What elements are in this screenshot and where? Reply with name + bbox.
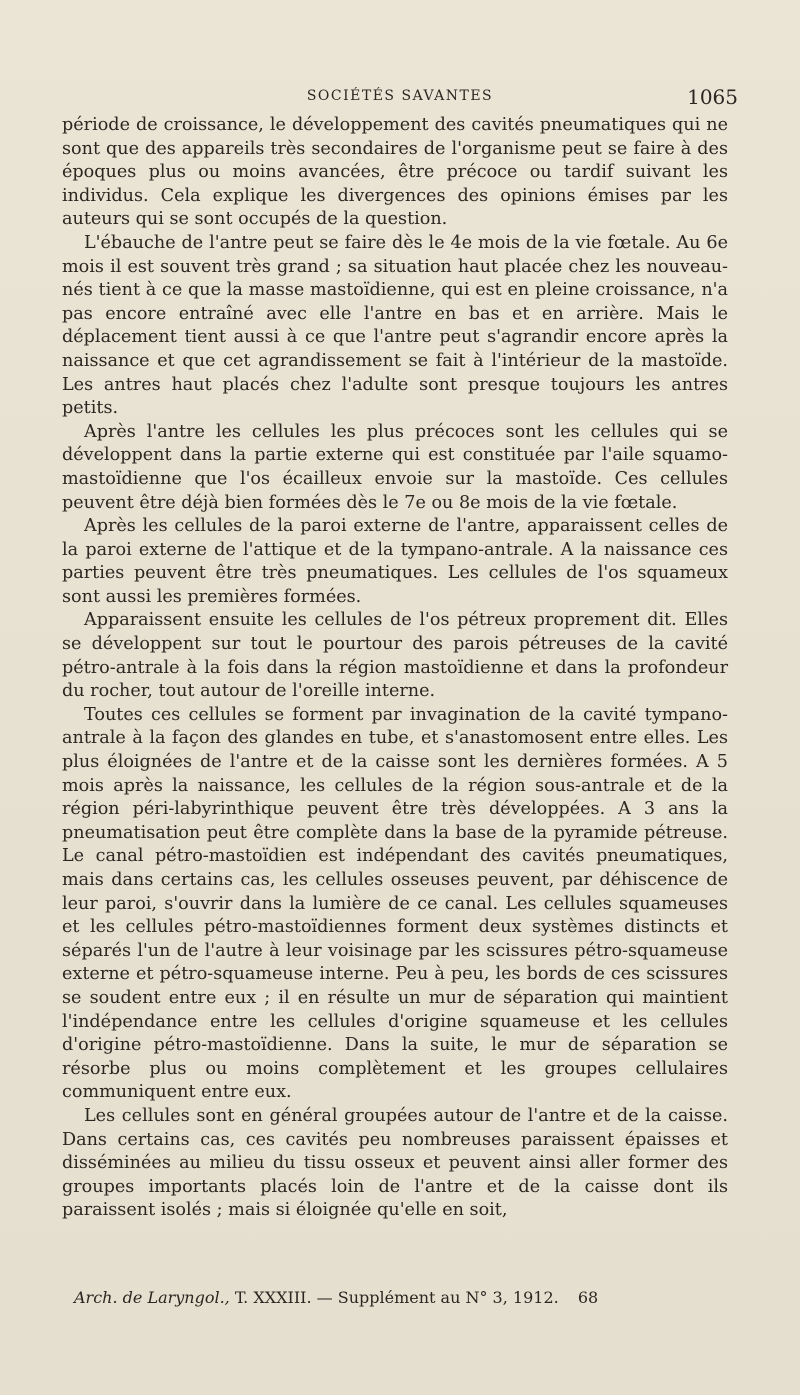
- page-footer: [62, 1287, 728, 1309]
- journal-volume: T. XXXIII. — Supplément au N° 3, 1912.: [234, 1288, 559, 1307]
- paragraph-6: Toutes ces cellules se forment par invagination de la cavité tympano-antrale à la façon des glandes en tube, et s'anastomosent entre elles. Les plus éloignées de l'antre et de la caisse sont les dernières formées. A 5 mois après la naissance, les cellules de la région sous-antrale et de la région péri-labyrinthique peuvent être très développées. A 3 ans la pneumatisation peut être complète dans la base de la pyramide pétreuse. Le canal pétro-mastoïdien est indépendant des cavités pneumatiques, mais dans certains cas, les cellules osseuses peuvent, par déhiscence de leur paroi, s'ouvrir dans la lumière de ce canal. Les cellules squameuses et les cellules pétro-mastoïdiennes forment deux systèmes distincts et séparés l'un de l'autre à leur voisinage par les scissures pétro-squameuse externe et pétro-squameuse interne. Peu à peu, les bords de ces scissures se soudent entre eux ; il en résulte un mur de séparation qui maintient l'indépendance entre les cellules d'origine squameuse et les cellules d'origine pétro-mastoïdienne. Dans la suite, le mur de séparation se résorbe plus ou moins complètement et les groupes cellulaires communiquent entre eux.: [62, 704, 728, 1103]
- paragraph-2: L'ébauche de l'antre peut se faire dès le 4e mois de la vie fœtale. Au 6e mois il est souvent très grand ; sa situation haut placée chez les nouveau-nés tient à ce que la masse mastoïdienne, qui est en pleine croissance, n'a pas encore entraîné avec elle l'antre en bas et en arrière. Mais le déplacement tient aussi à ce que l'antre peut s'agrandir encore après la naissance et que cet agrandissement se fait à l'intérieur de la mastoïde. Les antres haut placés chez l'adulte sont presque toujours les antres petits.: [62, 232, 728, 419]
- running-head: SOCIÉTÉS SAVANTES: [306, 88, 494, 104]
- page-header: [62, 85, 738, 116]
- paragraph-1: période de croissance, le développement des cavités pneumatiques qui ne sont que des appareils très secondaires de l'organisme peut se faire à des époques plus ou moins avancées, être précoce ou tardif suivant les individus. Cela explique les divergences des opinions émises par les auteurs qui se sont occupés de la question.: [62, 115, 728, 230]
- paragraph-5: Apparaissent ensuite les cellules de l'os pétreux proprement dit. Elles se développent sur tout le pourtour des parois pétreuses de la cavité pétro-antrale à la fois dans la région mastoïdienne et dans la profondeur du rocher, tout autour de l'oreille interne.: [62, 610, 728, 702]
- signature-mark: 68: [577, 1288, 599, 1307]
- journal-title: Arch. de Laryngol.,: [74, 1288, 230, 1307]
- paragraph-3: Après l'antre les cellules les plus précoces sont les cellules qui se développent dans la partie externe qui est constituée par l'aile squamo-mastoïdienne que l'os écailleux envoie sur la mastoïde. Ces cellules peuvent être déjà bien formées dès le 7e ou 8e mois de la vie fœtale.: [62, 421, 728, 513]
- page-number: 1065: [687, 85, 738, 109]
- paragraph-7: Les cellules sont en général groupées autour de l'antre et de la caisse. Dans certains cas, ces cavités peu nombreuses paraissent épaisses et disséminées au milieu du tissu osseux et peuvent ainsi aller former des groupes importants placés loin de l'antre et de la caisse dont ils paraissent isolés ; mais si éloignée qu'elle en soit,: [62, 1105, 728, 1221]
- paragraph-4: Après les cellules de la paroi externe de l'antre, apparaissent celles de la paroi externe de l'attique et de la tympano-antrale. A la naissance ces parties peuvent être très pneumatiques. Les cellules de l'os squameux sont aussi les premières formées.: [62, 516, 728, 607]
- body-text: [62, 114, 728, 1223]
